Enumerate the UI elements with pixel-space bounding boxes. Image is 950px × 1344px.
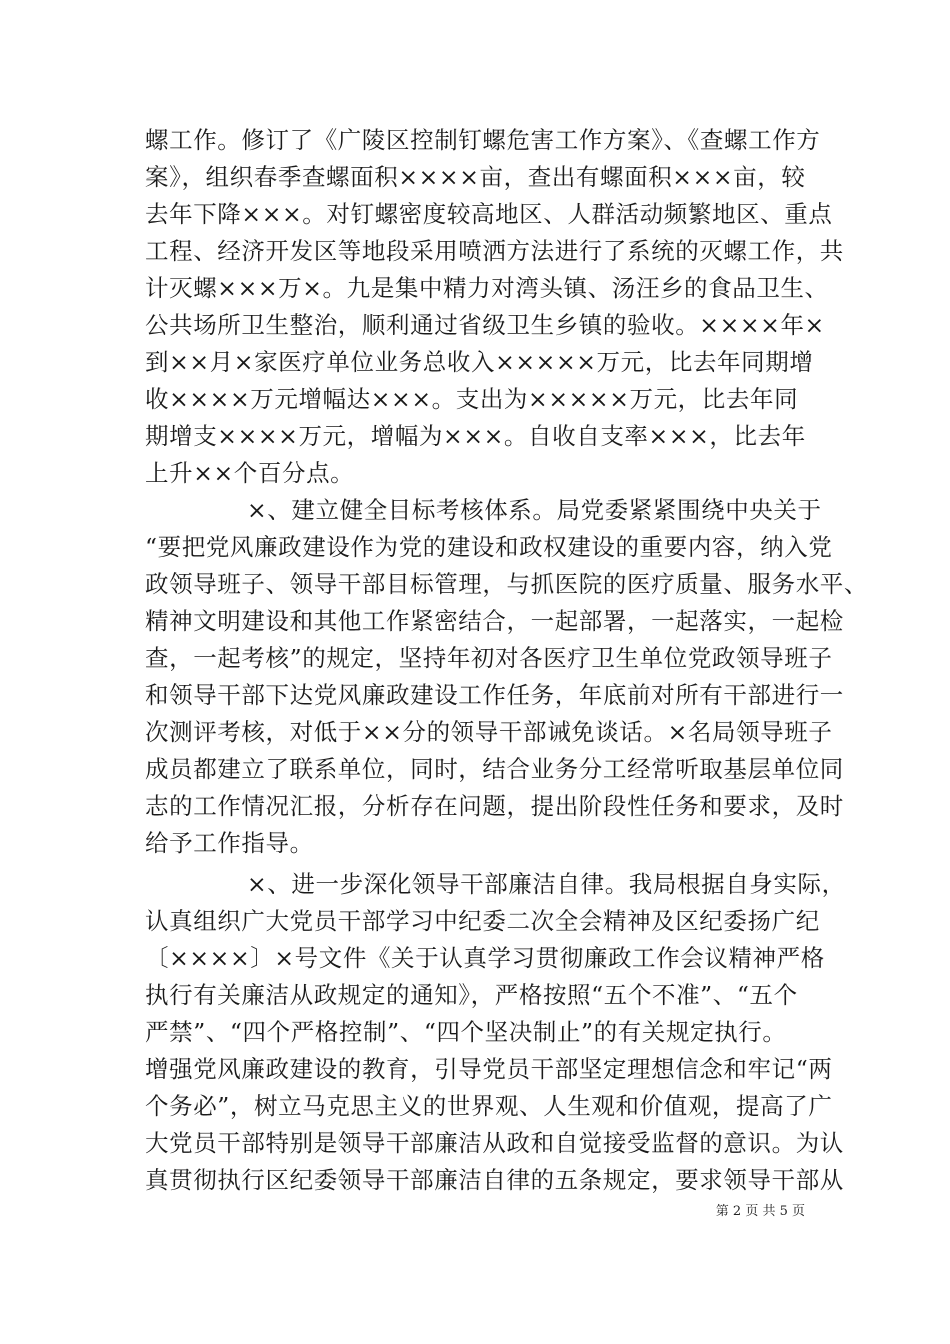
- text-line: 个务必”，树立马克思主义的世界观、人生观和价值观，提高了广: [145, 1092, 833, 1120]
- text-line: 真贯彻执行区纪委领导干部廉洁自律的五条规定，要求领导干部从: [145, 1166, 844, 1194]
- text-line: 上升××个百分点。: [145, 459, 355, 487]
- text-line: 收××××万元增幅达×××。支出为×××××万元，比去年同: [145, 385, 799, 413]
- text-line: 〔××××〕×号文件《关于认真学习贯彻廉政工作会议精神严格: [145, 944, 825, 972]
- text-line: 螺工作。修订了《广陵区控制钉螺危害工作方案》、《查螺工作方: [145, 126, 821, 154]
- text-line: 执行有关廉洁从政规定的通知》，严格按照“五个不准”、“五个: [145, 981, 798, 1009]
- text-line: 政领导班子、领导干部目标管理，与抓医院的医疗质量、服务水平、: [145, 570, 868, 598]
- text-line: 和领导干部下达党风廉政建设工作任务，年底前对所有干部进行一: [145, 681, 844, 709]
- text-line: 给予工作指导。: [145, 829, 314, 857]
- paragraph-heading: ×、建立健全目标考核体系。局党委紧紧围绕中央关于: [247, 496, 822, 524]
- text-line: 认真组织广大党员干部学习中纪委二次全会精神及区纪委扬广纪: [145, 907, 820, 935]
- text-line: 增强党风廉政建设的教育，引导党员干部坚定理想信念和牢记“两: [145, 1055, 833, 1083]
- text-line: 严禁”、“四个严格控制”、“四个坚决制止”的有关规定执行。: [145, 1018, 787, 1046]
- text-line: 公共场所卫生整治，顺利通过省级卫生乡镇的验收。××××年×: [145, 311, 825, 339]
- text-line: 工程、经济开发区等地段采用喷洒方法进行了系统的灭螺工作，共: [145, 237, 844, 265]
- text-line: 到××月×家医疗单位业务总收入×××××万元，比去年同期增: [145, 348, 814, 376]
- text-line: 大党员干部特别是领导干部廉洁从政和自觉接受监督的意识。为认: [145, 1129, 844, 1157]
- text-line: 查，一起考核”的规定，坚持年初对各医疗卫生单位党政领导班子: [145, 644, 833, 672]
- paragraph-heading: ×、进一步深化领导干部廉洁自律。我局根据自身实际，: [247, 870, 846, 898]
- text-line: 成员都建立了联系单位，同时，结合业务分工经常听取基层单位同: [145, 755, 844, 783]
- text-line: 案》，组织春季查螺面积××××亩，查出有螺面积×××亩，较: [145, 163, 806, 191]
- text-line: “要把党风廉政建设作为党的建设和政权建设的重要内容，纳入党: [145, 533, 833, 561]
- text-line: 期增支××××万元，增幅为×××。自收自支率×××，比去年: [145, 422, 806, 450]
- text-line: 精神文明建设和其他工作紧密结合，一起部署，一起落实，一起检: [145, 607, 844, 635]
- text-line: 志的工作情况汇报，分析存在问题，提出阶段性任务和要求，及时: [145, 792, 844, 820]
- text-line: 次测评考核，对低于××分的领导干部诫免谈话。×名局领导班子: [145, 718, 833, 746]
- text-line: 去年下降×××。对钉螺密度较高地区、人群活动频繁地区、重点: [145, 200, 833, 228]
- text-line: 计灭螺×××万×。九是集中精力对湾头镇、汤汪乡的食品卫生、: [145, 274, 829, 302]
- page-number-footer: 第 2 页 共 5 页: [715, 1204, 805, 1219]
